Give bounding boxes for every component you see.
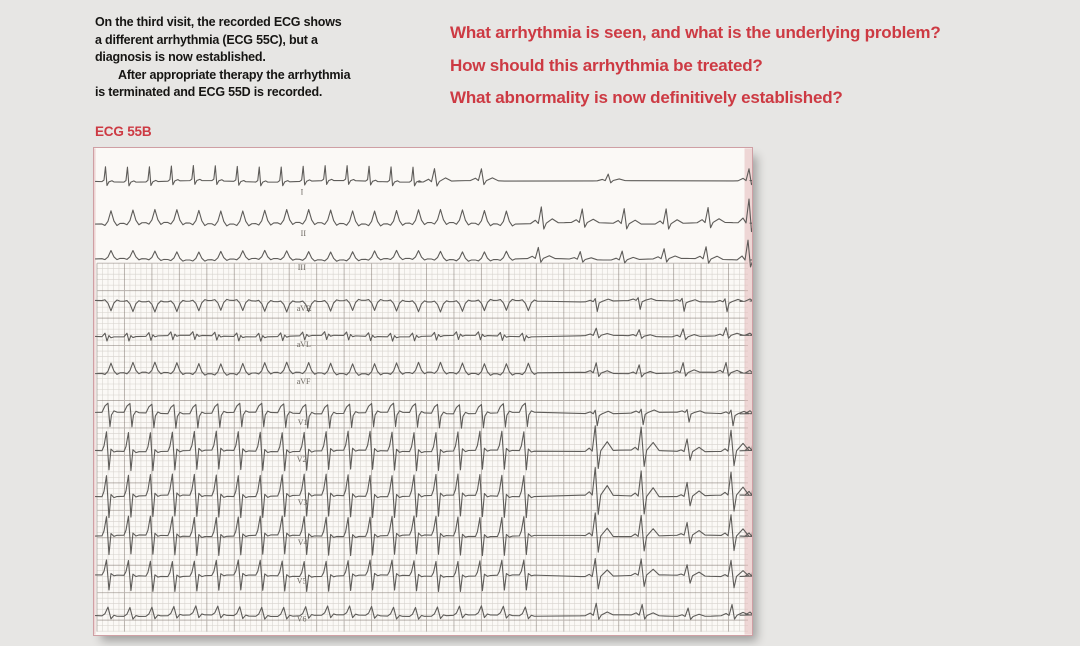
lead-label-III: III — [297, 263, 306, 273]
question-list — [450, 17, 1030, 115]
lead-label-I: I — [300, 187, 304, 197]
question-1: What arrhythmia is seen, and what is the underlying problem? — [450, 23, 941, 42]
ecg-image — [94, 148, 752, 635]
intro-line: diagnosis is now established. — [95, 50, 266, 64]
intro-line: a different arrhythmia (ECG 55C), but a — [95, 32, 318, 47]
question-2: How should this arrhythmia be treated? — [450, 55, 763, 75]
question-3: What abnormality is now definitively established? — [450, 88, 843, 107]
intro-line: After appropriate therapy the arrhythmia — [118, 67, 351, 82]
intro-line: On the third visit, the recorded ECG shows — [95, 15, 342, 29]
lead-label-aVR: aVR — [296, 304, 312, 314]
lead-label-V4: V4 — [297, 537, 308, 547]
ecg-figure-label: ECG 55B — [95, 124, 152, 139]
lead-label-V5: V5 — [296, 576, 307, 586]
intro-line: is terminated and ECG 55D is recorded. — [95, 85, 323, 99]
lead-label-V1: V1 — [297, 417, 308, 427]
intro-text — [95, 14, 425, 102]
lead-label-V3: V3 — [297, 497, 308, 507]
lead-label-aVL: aVL — [296, 340, 311, 350]
lead-label-V6: V6 — [296, 614, 307, 624]
lead-label-V2: V2 — [296, 454, 307, 464]
lead-label-II: II — [300, 229, 306, 239]
ecg-figure — [93, 147, 753, 636]
lead-label-aVF: aVF — [296, 377, 311, 387]
